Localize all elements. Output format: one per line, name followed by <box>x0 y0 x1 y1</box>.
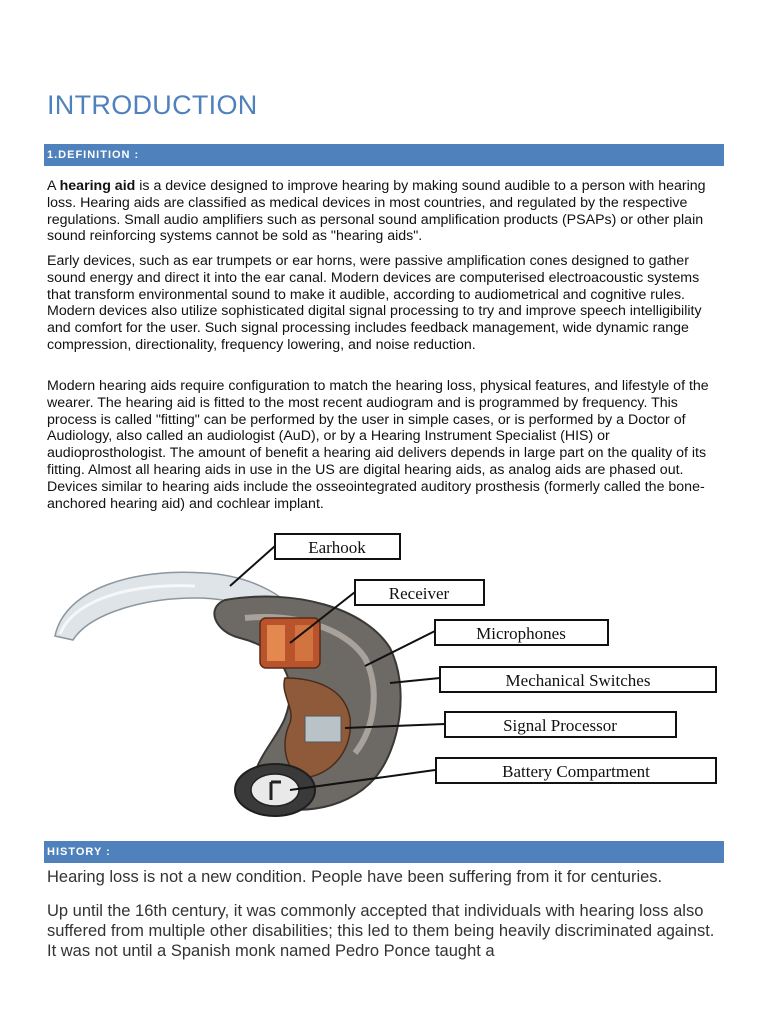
definition-paragraph-3: Modern hearing aids require configuration to match the hearing loss, physical features, and lifestyle of the wearer. The hearing aid is fitted to the most recent audiogram and is programmed by frequency. This process is called "fitting" can be performed by the user in simple cases, or is performed by a Doctor of Audiology, also called an audiologist (AuD), or by a Hearing Instrument Specialist (HIS) or audioprosthologist. The amount of benefit a hearing aid delivers depends in large part on the quality of its fitting. Almost all hearing aids in use in the US are digital hearing aids, as analog aids are phased out. Devices similar to hearing aids include the osseointegrated auditory prosthesis (formerly called the bone-anchored hearing aid) and cochlear implant. <box>47 378 709 512</box>
page-title: INTRODUCTION <box>47 90 258 120</box>
definition-paragraph-1: A hearing aid is a device designed to improve hearing by making sound audible to a person with hearing loss. Hearing aids are classified as medical devices in most countries, and regulated by the respective regulations. Small audio amplifiers such as personal sound amplification products (PSAPs) or other plain sound reinforcing systems cannot be sold as "hearing aids". <box>47 178 706 245</box>
hearing-aid-diagram <box>45 528 720 823</box>
label-microphones: Microphones <box>476 624 566 643</box>
history-paragraph-1: Hearing loss is not a new condition. People have been suffering from it for centuries. <box>47 868 663 886</box>
label-signal-processor: Signal Processor <box>503 716 617 735</box>
section-heading-definition: 1.DEFINITION : <box>44 144 724 166</box>
label-earhook: Earhook <box>308 538 366 557</box>
hearing-aid-term: hearing aid <box>59 178 136 194</box>
history-paragraph-2: Up until the 16th century, it was commonly accepted that individuals with hearing loss also suffered from multiple other disabilities; this led to them being heavily discriminated against. It was not until a Spanish monk named Pedro Ponce taught a <box>47 902 715 960</box>
definition-paragraph-2: Early devices, such as ear trumpets or ear horns, were passive amplification cones designed to gather sound energy and direct it into the ear canal. Modern devices are computerised electroacoustic systems that transform environmental sound to make it audible, according to audiometrical and cognitive rules. Modern devices also utilize sophisticated digital signal processing to try and improve speech intelligibility and comfort for the user. Such signal processing includes feedback management, wide dynamic range compression, directionality, frequency lowering, and noise reduction. <box>47 253 702 353</box>
label-receiver: Receiver <box>388 584 450 603</box>
signal-processor-chip <box>305 716 341 742</box>
label-battery-compartment: Battery Compartment <box>502 762 650 781</box>
section-heading-history: HISTORY : <box>44 841 724 863</box>
label-mechanical-switches: Mechanical Switches <box>505 671 651 690</box>
